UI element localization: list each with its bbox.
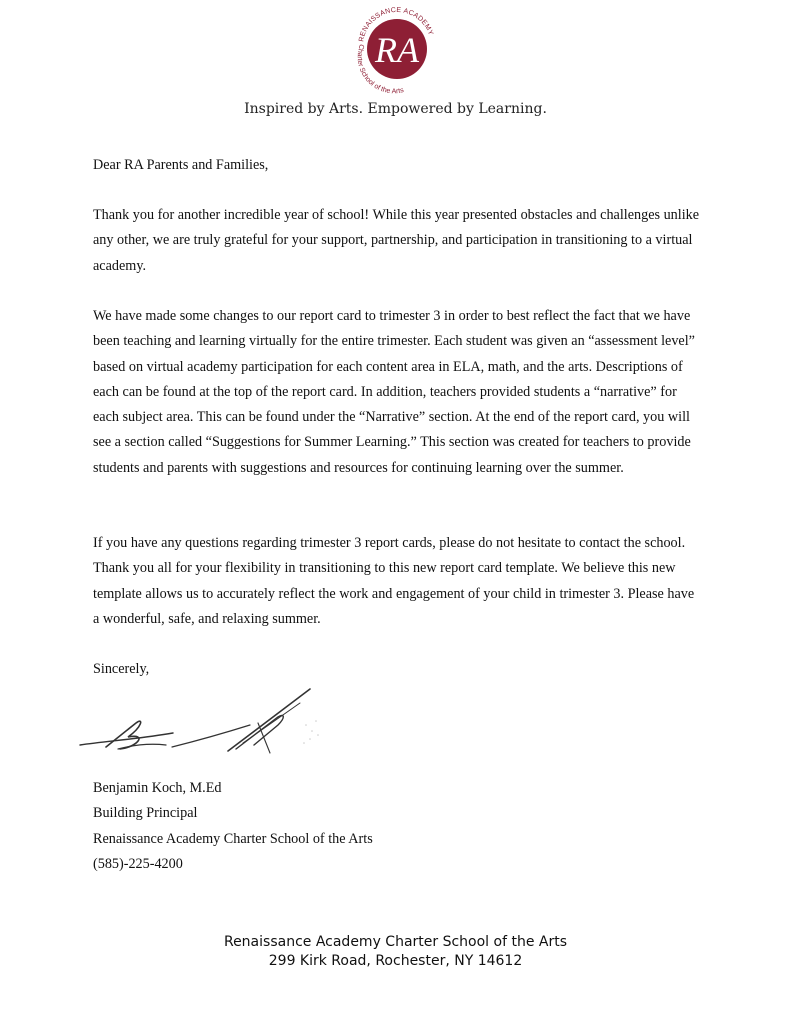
school-seal-logo-icon [355, 2, 439, 94]
svg-text:Charter School of the Arts: Charter School of the Arts [355, 43, 405, 94]
signer-organization: Renaissance Academy Charter School of the Arts [93, 830, 373, 847]
handwritten-signature-icon [78, 683, 338, 763]
signer-name: Benjamin Koch, M.Ed [93, 780, 222, 796]
signer-title: Building Principal [93, 805, 198, 822]
signer-block [93, 776, 703, 877]
paragraph-1: Thank you for another incredible year of school! While this year presented obstacles and challenges unlike any other, we are truly grateful for your support, partnership, and participation in transitioning to a virtual academy. [93, 207, 700, 274]
salutation: Dear RA Parents and Families, [93, 157, 269, 173]
signer-phone: (585)-225-4200 [93, 855, 183, 872]
paragraph-2: We have made some changes to our report card to trimester 3 in order to best reflect the fact that we have been teaching and learning virtually for the entire trimester. Each student was given an “assessment level” based on virtual academy participation for each content area in ELA, math, and the arts. Descriptions of each can be found at the top of the report card. In addition, teachers provided students a “narrative” for each subject area. This can be found under the “Narrative” section. At the end of the report card, you will see a section called “Suggestions for Summer Learning.” This section was created for teachers to provide students and parents with suggestions and resources for continuing learning over the summer. [93, 308, 695, 476]
footer-street-address: 299 Kirk Road, Rochester, NY 14612 [268, 953, 523, 969]
tagline: Inspired by Arts. Empowered by Learning. [244, 101, 547, 117]
footer-address [0, 933, 791, 971]
closing: Sincerely, [93, 661, 150, 677]
footer-school-name: Renaissance Academy Charter School of the Arts [223, 934, 568, 950]
paragraph-3: If you have any questions regarding trimester 3 report cards, please do not hesitate to contact the school. Thank you all for your flexibility in transitioning to this new report card template. We believe this new template allows us to accurately reflect the work and engagement of your child in trimester 3. Please have a wonderful, safe, and relaxing summer. [93, 535, 695, 627]
logo-monogram: RA [375, 30, 419, 70]
svg-text:RENAISSANCE ACADEMY: RENAISSANCE ACADEMY [358, 6, 435, 43]
